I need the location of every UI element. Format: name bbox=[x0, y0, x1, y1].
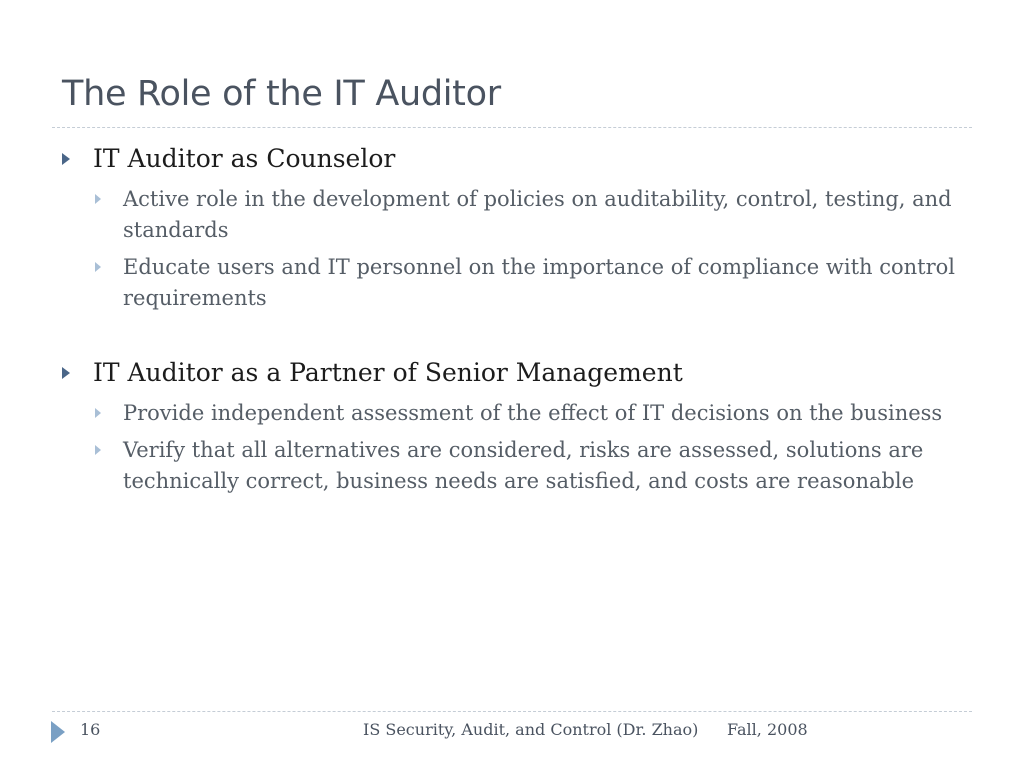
bullet-level1 bbox=[62, 140, 962, 178]
footer-term: Fall, 2008 bbox=[727, 720, 808, 739]
bullet-triangle-icon bbox=[62, 367, 70, 379]
sub-point-text: Provide independent assessment of the effect of IT decisions on the business bbox=[123, 401, 943, 425]
bullet-level1 bbox=[62, 354, 962, 392]
section-heading: IT Auditor as Counselor bbox=[93, 144, 396, 173]
slide-title: The Role of the IT Auditor bbox=[62, 74, 501, 114]
footer-triangle-icon bbox=[51, 721, 65, 743]
footer-course-title: IS Security, Audit, and Control (Dr. Zhao) bbox=[363, 720, 699, 739]
bullet-level2 bbox=[62, 252, 962, 314]
section-counselor bbox=[62, 140, 962, 314]
bullet-level2 bbox=[62, 184, 962, 246]
footer-divider bbox=[52, 711, 972, 712]
sub-bullet-triangle-icon bbox=[95, 262, 101, 272]
title-divider bbox=[52, 127, 972, 128]
page-number: 16 bbox=[80, 720, 101, 739]
bullet-level2 bbox=[62, 435, 962, 497]
sub-bullet-triangle-icon bbox=[95, 445, 101, 455]
sub-point-text: Educate users and IT personnel on the importance of compliance with control requirements bbox=[123, 255, 955, 310]
section-partner bbox=[62, 354, 962, 497]
sub-point-text: Active role in the development of policies on auditability, control, testing, and standards bbox=[123, 187, 952, 242]
bullet-level2 bbox=[62, 398, 962, 429]
slide-content bbox=[62, 140, 962, 497]
sub-bullet-triangle-icon bbox=[95, 408, 101, 418]
section-heading: IT Auditor as a Partner of Senior Management bbox=[93, 358, 683, 387]
sub-point-text: Verify that all alternatives are considered, risks are assessed, solutions are technically correct, business needs are satisfied, and costs are reasonable bbox=[123, 438, 924, 493]
sub-bullet-triangle-icon bbox=[95, 194, 101, 204]
bullet-triangle-icon bbox=[62, 153, 70, 165]
